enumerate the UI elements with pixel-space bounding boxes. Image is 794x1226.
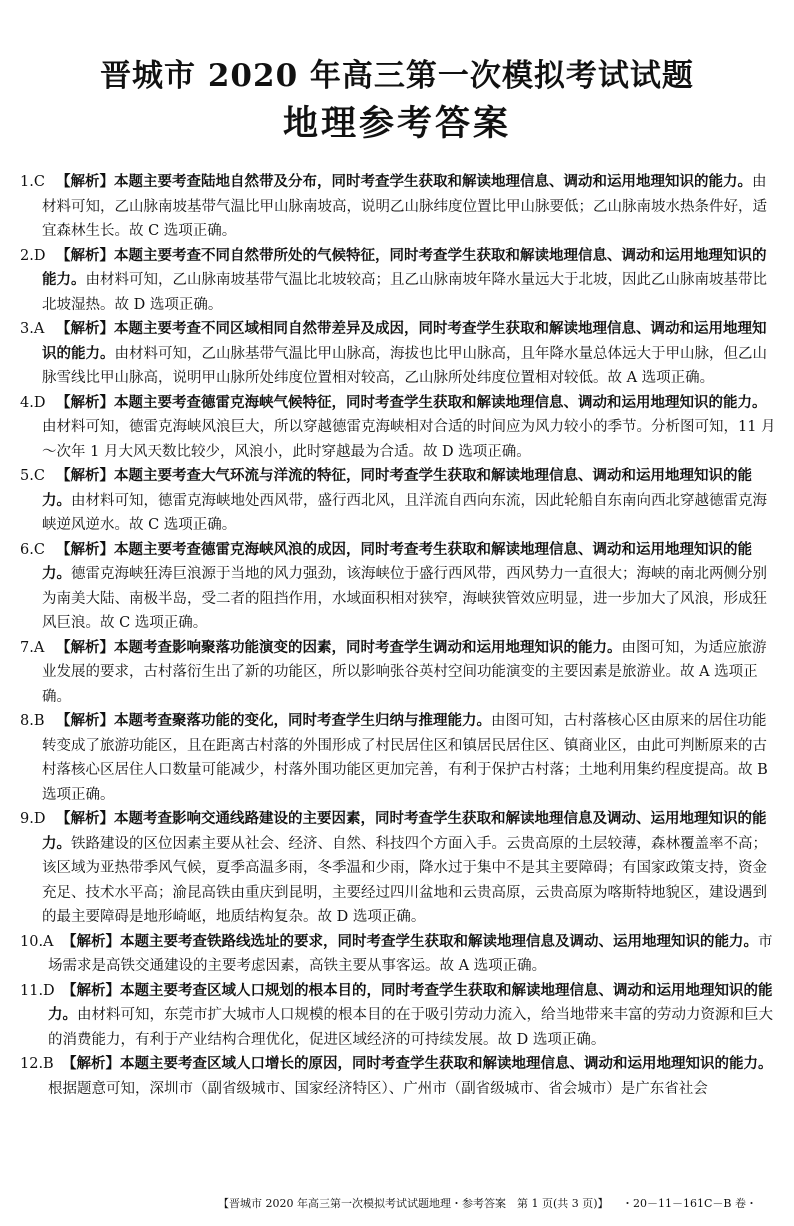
answer-explanation: 市场需求是高铁交通建设的主要考虑因素，高铁主要从事客运。故 A 选项正确。 (48, 933, 773, 974)
answer-text (48, 1052, 776, 1101)
answer-text (42, 391, 776, 465)
answer-text (42, 170, 776, 244)
answer-explanation: 由图可知，古村落核心区由原来的居住功能转变成了旅游功能区，且在距离古村落的外围形成了村民居住区和镇居民居住区、镇商业区，由此可判断原来的古村落核心区居住人口数量可能减少，村落外围功能区更加完善，有利于保护古村落；土地利用集约程度提高。故 B 选项正确。 (42, 713, 768, 803)
answer-text (42, 538, 776, 636)
answer-text (48, 979, 776, 1053)
answer-number: 2.D (20, 247, 46, 264)
answer-number: 5.C (20, 468, 45, 484)
page-title: 晋城市 2020 年高三第一次模拟考试试题 (100, 58, 694, 94)
analysis-tag: 【解析】 (62, 1055, 120, 1072)
answer-item (20, 244, 776, 318)
answer-explanation: 由材料可知，乙山脉基带气温比甲山脉高，海拔也比甲山脉高，且年降水量总体远大于甲山脉，但乙山脉雪线比甲山脉高，说明甲山脉所处纬度位置相对较高，乙山脉所处纬度位置相对较低。故 A 选项正确。 (42, 345, 767, 386)
answer-focus: 本题主要考查区域人口增长的原因，同时考查学生获取和解读地理信息、调动和运用地理知识的能力。 (120, 1055, 773, 1072)
analysis-tag: 【解析】 (56, 810, 114, 827)
answer-focus: 本题主要考查不同自然带所处的气候特征，同时考查学生获取和解读地理信息、调动和运用地理知识的能力。 (42, 246, 767, 288)
answer-number: 1.C (20, 174, 45, 190)
analysis-tag: 【解析】 (56, 393, 114, 411)
answer-text (42, 807, 776, 930)
analysis-tag: 【解析】 (56, 712, 114, 729)
answer-explanation: 由材料可知，东莞市扩大城市人口规模的根本目的在于吸引劳动力流入，给当地带来丰富的劳动力资源和巨大的消费能力，有利于产业结构合理优化，促进区域经济的可持续发展。故 D 选项正确。 (48, 1007, 773, 1048)
answer-explanation: 根据题意可知，深圳市（副省级城市、国家经济特区）、广州市（副省级城市、省会城市）是广东省社会 (48, 1080, 708, 1097)
answer-item (20, 709, 776, 807)
answer-item (20, 464, 776, 538)
answer-explanation: 铁路建设的区位因素主要从社会、经济、自然、科技四个方面入手。云贵高原的土层较薄，森林覆盖率不高；该区域为亚热带季风气候，夏季高温多雨，冬季温和少雨，降水过于集中不是其主要障碍；有国家政策支持，资金充足、技术水平高；渝昆高铁由重庆到昆明，主要经过四川盆地和云贵高原，云贵高原为喀斯特地貌区，建设遇到的最主要障碍是地形崎岖，地质结构复杂。故 D 选项正确。 (42, 835, 767, 925)
analysis-tag: 【解析】 (62, 932, 120, 950)
answer-text (42, 464, 776, 538)
answer-text (48, 930, 776, 979)
analysis-tag: 【解析】 (56, 540, 114, 558)
answer-focus: 本题考查聚落功能的变化，同时考查学生归纳与推理能力。 (114, 712, 491, 729)
answer-list (20, 170, 776, 1101)
answer-focus: 本题主要考查德雷克海峡气候特征，同时考查学生获取和解读地理信息、调动和运用地理知识的能力。 (114, 393, 767, 411)
answer-number: 8.B (20, 713, 45, 729)
answer-number: 11.D (20, 982, 55, 999)
answer-explanation: 由材料可知，乙山脉南坡基带气温比甲山脉南坡高，说明乙山脉纬度位置比甲山脉要低；乙山脉南坡水热条件好，适宜森林生长。故 C 选项正确。 (42, 174, 767, 239)
answer-number: 9.D (20, 811, 46, 827)
analysis-tag: 【解析】 (56, 246, 114, 264)
answer-focus: 本题主要考查区域人口规划的根本目的，同时考查学生获取和解读地理信息、调动和运用地理知识的能力。 (48, 981, 773, 1023)
footer-page-info: 【晋城市 2020 年高三第一次模拟考试试题地理・参考答案 第 1 页(共 3 页)】 (218, 1197, 609, 1210)
answer-item (20, 930, 776, 979)
analysis-tag: 【解析】 (56, 467, 114, 484)
answer-item (20, 979, 776, 1053)
answer-number: 10.A (20, 933, 54, 950)
answer-focus: 本题主要考查铁路线选址的要求，同时考查学生获取和解读地理信息及调动、运用地理知识的能力。 (120, 932, 758, 950)
answer-item (20, 636, 776, 710)
answer-explanation: 由材料可知，德雷克海峡风浪巨大，所以穿越德雷克海峡相对合适的时间应为风力较小的季节。分析图可知，11 月～次年 1 月大风天数比较少，风浪小，此时穿越最为合适。故 D 选项正确。 (42, 419, 776, 460)
analysis-tag: 【解析】 (56, 320, 114, 337)
answer-explanation: 由图可知，为适应旅游业发展的要求，古村落衍生出了新的功能区，所以影响张谷英村空间功能演变的主要因素是旅游业。故 A 选项正确。 (42, 639, 767, 705)
answer-number: 6.C (20, 541, 45, 558)
answer-item (20, 538, 776, 636)
answer-text (42, 317, 776, 391)
answer-item (20, 170, 776, 244)
analysis-tag: 【解析】 (62, 981, 120, 999)
answer-item (20, 1052, 776, 1101)
answer-item (20, 807, 776, 930)
answer-focus: 本题主要考查不同区域相同自然带差异及成因，同时考查学生获取和解读地理信息、调动和运用地理知识的能力。 (42, 320, 767, 362)
answer-number: 12.B (20, 1056, 54, 1072)
answer-number: 4.D (20, 394, 46, 411)
answer-focus: 本题考查影响交通线路建设的主要因素，同时考查学生获取和解读地理信息及调动、运用地理知识的能力。 (42, 810, 767, 852)
page-subtitle: 地理参考答案 (282, 103, 511, 144)
answer-text (42, 709, 776, 807)
answer-focus: 本题主要考查德雷克海峡风浪的成因，同时考查考生获取和解读地理信息、调动和运用地理知识的能力。 (42, 540, 752, 582)
answer-text (42, 244, 776, 318)
answer-focus: 本题主要考查陆地自然带及分布，同时考查学生获取和解读地理信息、调动和运用地理知识的能力。 (114, 173, 752, 190)
answer-focus: 本题主要考查大气环流与洋流的特征，同时考查学生获取和解读地理信息、调动和运用地理知识的能力。 (42, 467, 752, 509)
answer-number: 7.A (20, 639, 45, 656)
answer-focus: 本题考查影响聚落功能演变的因素，同时考查学生调动和运用地理知识的能力。 (114, 638, 622, 656)
page-footer (0, 1194, 794, 1214)
answer-item (20, 317, 776, 391)
answer-item (20, 391, 776, 465)
answer-text (42, 636, 776, 710)
footer-exam-code: ・20－11－161C－B 卷・ (622, 1197, 757, 1210)
answer-number: 3.A (20, 321, 45, 337)
analysis-tag: 【解析】 (56, 173, 114, 190)
analysis-tag: 【解析】 (56, 638, 114, 656)
answer-explanation: 由材料可知，乙山脉南坡基带气温比北坡较高；且乙山脉南坡年降水量远大于北坡，因此乙山脉南坡基带比北坡湿热。故 D 选项正确。 (42, 272, 767, 313)
answer-explanation: 由材料可知，德雷克海峡地处西风带，盛行西北风，且洋流自西向东流，因此轮船自东南向西北穿越德雷克海峡逆风逆水。故 C 选项正确。 (42, 492, 767, 533)
answer-explanation: 德雷克海峡狂涛巨浪源于当地的风力强劲，该海峡位于盛行西风带，西风势力一直很大；海峡的南北两侧分别为南美大陆、南极半岛，受二者的阻挡作用，水域面积相对狭窄，海峡狭管效应明显，进一步加大了风浪，形成狂风巨浪。故 C 选项正确。 (42, 566, 767, 631)
